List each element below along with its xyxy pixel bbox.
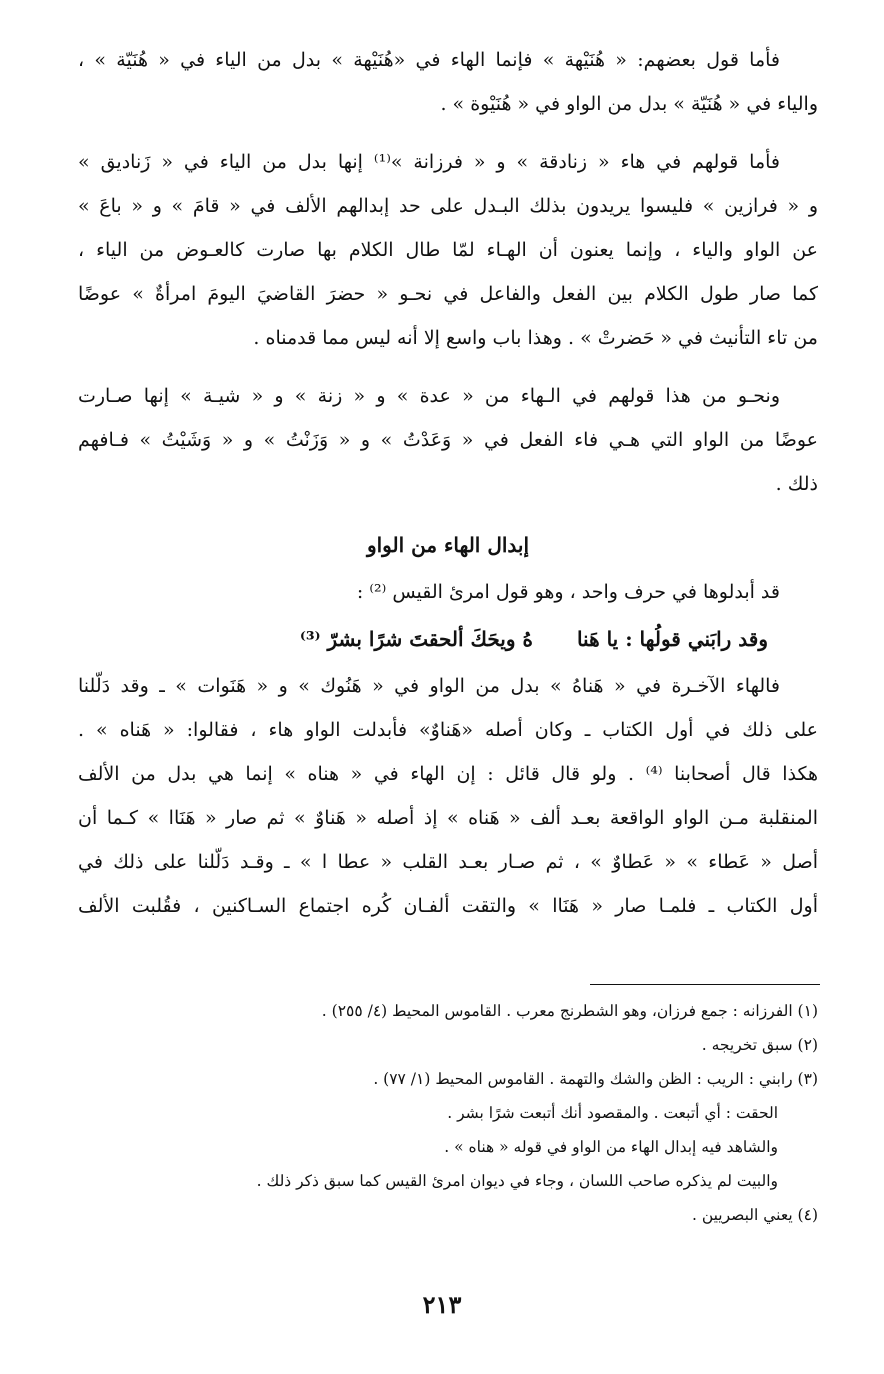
paragraph-4-line: فالهاء الآخـرة في « هَناهُ » بدل من الواو في « هَنُوك » و « هَنَوات » ـ وقد دَلّلنا [78, 675, 780, 697]
paragraph-2-line: كما صار طول الكلام بين الفعل والفاعل في نحـو « حضرَ القاضيَ اليومَ امرأةٌ » عوضًا [78, 283, 818, 305]
verse-second-hemistich: هُ ويحَكَ ألحقتَ شرًا بشرّ ⁽³⁾ [299, 627, 533, 651]
paragraph-2-line: من تاء التأنيث في « حَضرتْ » . وهذا باب واسع إلا أنه ليس مما قدمناه . [253, 327, 818, 349]
footnote-continuation: والشاهد فيه إبدال الهاء من الواو في قوله « هناه » . [444, 1138, 778, 1156]
page-number: ٢١٣ [422, 1290, 462, 1319]
poetry-verse [78, 614, 818, 664]
paragraph-4-line: أول الكتاب ـ فلمـا صار « هَنَاا » والتقت ألفـان كُره اجتماع السـاكنين ، فقُلبت الألف [78, 895, 818, 917]
footnote-separator [590, 984, 820, 985]
paragraph-2-line: و « فرازين » فليسوا يريدون بذلك البـدل على حد إبدالهم الألف في « قامَ » و « باعَ » [78, 195, 818, 217]
main-text [78, 38, 818, 928]
verse-intro: قد أبدلوها في حرف واحد ، وهو قول امرئ القيس ⁽²⁾ : [356, 581, 780, 603]
footnote: (٣) رابني : الريب : الظن والشك والتهمة . القاموس المحيط (١/ ٧٧) . [373, 1070, 818, 1088]
paragraph-4-line: على ذلك في أول الكتاب ـ وكان أصله «هَناوٌ» فأبدلت الواو هاء ، فقالوا: « هَناه » . [78, 719, 818, 741]
paragraph-1-line: والياء في « هُنَيّة » بدل من الواو في « هُنَيْوة » . [440, 93, 818, 115]
section-heading: إبدال الهاء من الواو [366, 533, 530, 557]
paragraph-2-line: عن الواو والياء ، وإنما يعنون أن الهـاء لمّا طال الكلام بها صارت كالعـوض من الياء ، [78, 239, 818, 261]
footnotes [78, 994, 818, 1232]
paragraph-3-line: عوضًا من الواو التي هـي فاء الفعل في « وَعَدْتُ » و « وَزَنْتُ » و « وَشَيْتُ » فـافهم [78, 429, 818, 451]
paragraph-2-line: فأما قولهم في هاء « زنادقة » و « فرزانة »⁽¹⁾ إنها بدل من الياء في « زَناديق » [78, 151, 780, 173]
paragraph-4-line: المنقلبة مـن الواو الواقعة بعـد ألف « هَناه » إذ أصله « هَناوٌ » ثم صار « هَنَاا » كـما أن [78, 807, 818, 829]
footnote-continuation: والبيت لم يذكره صاحب اللسان ، وجاء في ديوان امرئ القيس كما سبق ذكر ذلك . [256, 1172, 778, 1190]
paragraph-4-line: هكذا قال أصحابنا ⁽⁴⁾ . ولو قال قائل : إن الهاء في « هناه » إنما هي بدل من الألف [78, 763, 818, 785]
paragraph-4-line: أصل « عَطاء » « عَطاوٌ » ، ثم صـار بعـد القلب « عطا ا » ـ وقـد دَلّلنا على ذلك في [78, 851, 818, 873]
footnote-continuation: الحقت : أي أتبعت . والمقصود أنك أتبعت شرًا بشر . [447, 1104, 778, 1122]
paragraph-3-line: ونحـو من هذا قولهم في الـهاء من « عدة » و « زنة » و « شيـة » إنها صـارت [78, 385, 780, 407]
verse-first-hemistich: وقد رابَني قولُها : يا هَنا [576, 627, 768, 651]
footnote: (١) الفرزانه : جمع فرزان، وهو الشطرنج معرب . القاموس المحيط (٤/ ٢٥٥) . [321, 1002, 818, 1020]
footnote: (٢) سبق تخريجه . [701, 1036, 818, 1054]
paragraph-3-line: ذلك . [775, 473, 818, 495]
footnote: (٤) يعني البصريين . [691, 1206, 818, 1224]
paragraph-1-line: فأما قول بعضهم: « هُنَيْهة » فإنما الهاء في «هُنَيْهة » بدل من الياء في « هُنَيّة » ، [78, 49, 780, 71]
